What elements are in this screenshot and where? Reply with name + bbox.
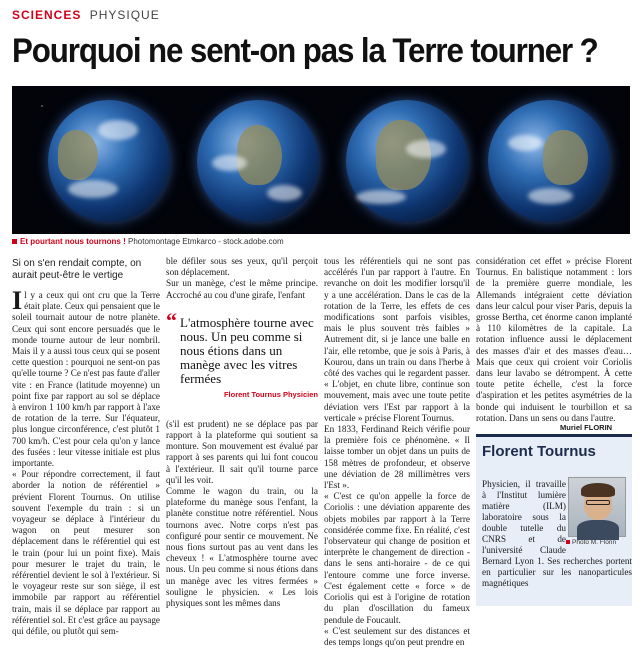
paragraph: Il y a ceux qui ont cru que la Terre était plate. Ceux qui pensaient que le soleil tournait autour de notre planète. Ceux qui sont encore persuadés que le monde tourne autour de leur nombril. Mais il y a aussi tous ceux qui se posent cette question : pourquoi ne sent-on pas qu'elle tourne ? Ce n'est pas faute d'aller vite : en France (latitude moyenne) un point fixe par rapport au sol se déplace à environ 1 100 km/h par rapport à l'axe de rotation de la terre. Sur l'équateur, plus longue circonférence, c'est plutôt 1 700 km/h. C'est pour cela qu'on y lance des fusées : leur vitesse initiale est plus importante. xyxy=(12,286,160,469)
section-header xyxy=(12,8,160,22)
drop-cap: I xyxy=(12,286,23,315)
paragraph: « C'est seulement sur des distances et des temps longs qu'on peut prendre en xyxy=(324,625,470,647)
photo-caption xyxy=(12,237,284,246)
paragraph: considération cet effet » précise Florent Tournus. En balistique notamment : lors de la première guerre mondiale, les Allemands intégraient cette déviation dans leur calcul pour viser Paris, depuis la grosse Bertha, cet énorme canon implanté à 110 kilomètres de la capitale. La rotation influence aussi le déplacement des masses d'air et des masses d'eau… Mais que ceux qui croient voir Coriolis dans leur lavabo se détrompent. À cette toute petite échelle, c'est la force d'aspiration et les petites asymétries de la bonde qui induisent le tourbillon et sa rotation. Dans un sens ou dans l'autre. xyxy=(476,256,632,423)
pull-quote xyxy=(166,308,318,402)
earth-globe-icon xyxy=(197,100,319,222)
paragraph: (s'il est prudent) ne se déplace pas par rapport à la plateforme qui soutient sa monture. Son mouvement est évalué par rapport à ses parents qui lui font coucou à l'extérieur. Il sait qu'il tourne parce qu'il les voit. xyxy=(166,418,318,485)
paragraph: Sur un manège, c'est le même principe. Accroché au cou d'une girafe, l'enfant xyxy=(166,278,318,300)
article-photo xyxy=(12,86,630,234)
bio-name: Florent Tournus xyxy=(482,443,596,460)
column-1 xyxy=(12,286,160,637)
column-4 xyxy=(476,256,632,424)
article-lead: Si on s'en rendait compte, on aurait peut-être le vertige xyxy=(12,258,142,281)
paragraph: ble défiler sous ses yeux, qu'il perçoit son déplacement. xyxy=(166,256,318,278)
paragraph: Comme le wagon du train, ou la plateforme du manège sous l'enfant, la planète constitue notre référentiel. Nous tournons avec. Notre corps n'est pas configuré pour sentir ce mouvement. Ne nous fions surtout pas au vent dans les cheveux ! « L'atmosphère tourne avec nous. Un peu comme si nous étions dans un manège avec les vitres fermées » souligne le physicien. « Les lois physiques sont les mêmes dans xyxy=(166,486,318,609)
caption-lead: Et pourtant nous tournons ! xyxy=(20,237,126,246)
earth-globe-icon xyxy=(346,100,468,222)
quote-text: L'atmosphère tourne avec nous. Un peu comme si nous étions dans un manège avec les vitres fermées xyxy=(180,315,314,386)
column-3 xyxy=(324,256,470,648)
bio-box xyxy=(476,434,632,606)
column-2 xyxy=(166,256,318,609)
quote-mark-icon: “ xyxy=(166,308,177,333)
category-label: PHYSIQUE xyxy=(89,8,160,22)
quote-source: Florent Tournus Physicien xyxy=(223,390,318,399)
paragraph: tous les référentiels qui ne sont pas accélérés l'un par rapport à l'autre. En revanche on doit les modifier lorsqu'il y a une accélération. Dans le cas de la rotation de la Terre, les effets de ces modifications sont parfois visibles, mais le plus souvent très faibles » Autrement dit, si je lance une balle en l'air, elle retombe, que je sois à Paris, à Kourou, dans un train ou dans l'herbe à côté des vaches qui le regardent passer. « L'objet, en chute libre, continue son mouvement, mais avec une toute petite déviation vers l'Est par rapport à la verticale » précise Florent Tournus. xyxy=(324,256,470,423)
article-title: Pourquoi ne sent-on pas la Terre tourner ? xyxy=(12,32,598,70)
portrait-credit: Photo M. Florin xyxy=(566,539,616,546)
earth-globe-icon xyxy=(488,100,610,222)
bio-text: Physicien, il travaille à l'Institut lumière matière (ILM) laboratoire sous la double tutelle du CNRS et de l'université Claude Bernard Lyon 1. Ses recherches portent en particulier sur les nanoparticules magnétiques xyxy=(482,479,632,588)
paragraph: En 1833, Ferdinand Reich vérifie pour la première fois ce phénomène. « Il laisse tomber un objet dans un puits de 158 mètres de profondeur, et observe une déviation de 28 millimètres vers l'Est ». xyxy=(324,424,470,491)
paragraph: « Pour répondre correctement, il faut aborder la notion de référentiel » prévient Florent Tournus. On utilise souvent l'exemple du train : si un voyageur se déplace à l'intérieur du wagon on peut mesurer son déplacement dans le référentiel qui est le train (pour lui un point fixe). Mais pour mesurer le trajet du train, le référentiel devient le sol à l'extérieur. Si le voyageur reste sur son siège, il est immobile par rapport au référentiel train, mais il se déplace par rapport au référentiel sol. Et c'est grâce au paysage qui défile, ou plutôt qui sem- xyxy=(12,469,160,637)
photo-credit: Photomontage Etmkarco - stock.adobe.com xyxy=(128,237,284,246)
author-signature: Muriel FLORIN xyxy=(560,423,613,432)
earth-globe-icon xyxy=(48,100,170,222)
section-label: SCIENCES xyxy=(12,8,82,22)
paragraph: « C'est ce qu'on appelle la force de Coriolis : une déviation apparente des objets mobiles par rapport à la Terre considérée comme fixe. En réalité, c'est l'observateur qui change de position et interprète le changement de direction - dans le sens anti-horaire - de ce qui l'entoure comme une force inverse. C'est également cette « force » de Coriolis qui est à l'origine de rotation du plan d'oscillation du fameux pendule de Foucault. xyxy=(324,491,470,625)
bullet-icon xyxy=(12,239,17,244)
